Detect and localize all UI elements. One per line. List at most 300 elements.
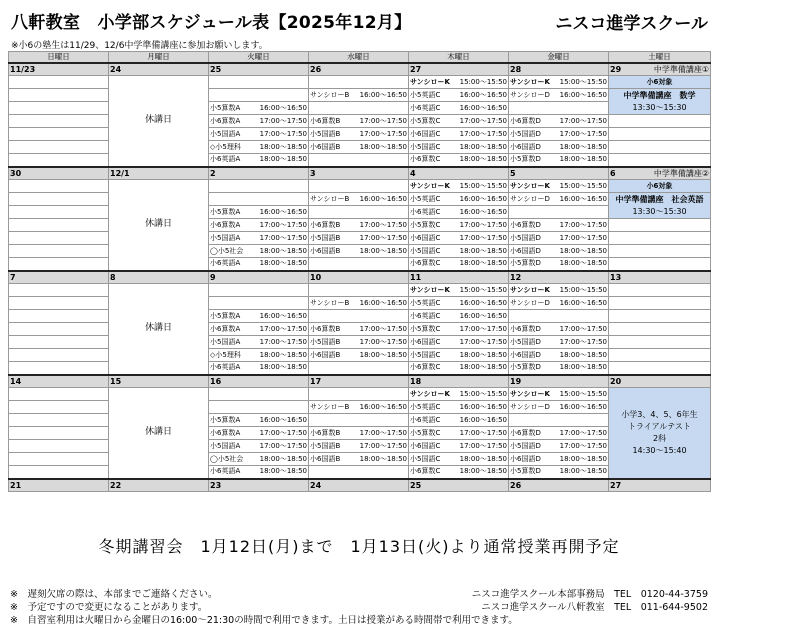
date-cell: 21 (9, 479, 109, 492)
lesson-time: 18:00～18:50 (259, 246, 307, 255)
lesson-time: 16:00～16:50 (259, 207, 307, 216)
lesson-entry (410, 389, 507, 400)
sunday-cell (9, 427, 109, 440)
lesson-name: 小6算数C (410, 467, 441, 476)
lesson-time: 17:00～17:50 (559, 116, 607, 125)
tue-lesson-cell (209, 154, 309, 167)
saturday-test-event (609, 388, 711, 479)
lesson-entry (310, 454, 407, 465)
lesson-time: 17:00～17:50 (359, 324, 407, 333)
date-cell: 25 (409, 479, 509, 492)
lesson-time: 16:00～16:50 (259, 415, 307, 424)
lesson-time: 17:00～17:50 (259, 337, 307, 346)
saturday-cell (609, 154, 711, 167)
fri-lesson-cell (509, 453, 609, 466)
lesson-entry (410, 324, 507, 335)
lesson-entry (410, 466, 507, 477)
lesson-entry (310, 246, 407, 257)
lesson-entry (210, 246, 307, 257)
lesson-entry (310, 90, 407, 101)
thu-lesson-cell (409, 180, 509, 193)
sunday-cell (9, 245, 109, 258)
sunday-cell (9, 466, 109, 479)
lesson-time: 17:00～17:50 (259, 220, 307, 229)
lesson-name: 小5算数D (510, 467, 541, 476)
fri-lesson-cell (509, 466, 609, 479)
lesson-entry (210, 454, 307, 465)
lesson-time: 17:00～17:50 (459, 116, 507, 125)
lesson-entry (510, 454, 607, 465)
saturday-event-detail (609, 89, 711, 115)
lesson-entry (510, 298, 607, 309)
lesson-name: 小6算数B (310, 324, 341, 333)
lesson-time: 18:00～18:50 (559, 363, 607, 372)
weekday-header: 水曜日 (309, 52, 409, 63)
wed-lesson-cell (309, 258, 409, 271)
saturday-cell (609, 258, 711, 271)
fri-lesson-cell (509, 362, 609, 375)
lesson-entry (210, 220, 307, 231)
weekday-header: 日曜日 (9, 52, 109, 63)
lesson-time: 18:00～18:50 (359, 142, 407, 151)
lesson-name: ◯小5社会 (210, 454, 244, 463)
lesson-name: 小5算数C (410, 428, 441, 437)
lesson-time: 18:00～18:50 (359, 350, 407, 359)
wed-lesson-cell (309, 362, 409, 375)
fri-lesson-cell (509, 76, 609, 89)
footer-note-study-room: ※ 自習室利用は火曜日から金曜日の16:00～21:30の時間で利用できます。土日は授業がある時間帯で利用できます。 (10, 615, 518, 626)
lesson-time: 17:00～17:50 (359, 428, 407, 437)
sunday-cell (9, 323, 109, 336)
date-cell: 12 (509, 271, 609, 284)
lesson-name: ◯小5社会 (210, 246, 244, 255)
lesson-name: 小5算数C (410, 220, 441, 229)
wed-lesson-cell (309, 154, 409, 167)
sunday-cell (9, 310, 109, 323)
lesson-entry (410, 77, 507, 88)
sunday-cell (9, 89, 109, 102)
lesson-entry (510, 402, 607, 413)
tue-lesson-cell (209, 349, 309, 362)
test-event-line: 小学3、4、5、6年生 (621, 409, 698, 419)
tue-lesson-cell (209, 401, 309, 414)
date-row (9, 479, 711, 492)
sunday-cell (9, 453, 109, 466)
thu-lesson-cell (409, 414, 509, 427)
fri-lesson-cell (509, 336, 609, 349)
tue-lesson-cell (209, 427, 309, 440)
lesson-entry (210, 233, 307, 244)
date-cell: 28 (509, 63, 609, 76)
date-cell (609, 63, 711, 76)
wed-lesson-cell (309, 89, 409, 102)
fri-lesson-cell (509, 232, 609, 245)
thu-lesson-cell (409, 232, 509, 245)
sunday-cell (9, 362, 109, 375)
saturday-note: 中学準備講座① (653, 64, 709, 74)
tue-lesson-cell (209, 310, 309, 323)
lesson-time: 17:00～17:50 (359, 220, 407, 229)
date-row (9, 375, 711, 388)
saturday-event-title: 小6対象 (609, 180, 711, 193)
fri-lesson-cell (509, 180, 609, 193)
lesson-entry (210, 324, 307, 335)
sunday-cell (9, 297, 109, 310)
sunday-cell (9, 206, 109, 219)
lesson-time: 15:00～15:50 (459, 77, 507, 86)
thu-lesson-cell (409, 245, 509, 258)
lesson-time: 17:00～17:50 (259, 441, 307, 450)
lesson-time: 17:00～17:50 (559, 337, 607, 346)
date-cell: 24 (309, 479, 409, 492)
lesson-time: 17:00～17:50 (359, 441, 407, 450)
tue-lesson-cell (209, 232, 309, 245)
date-cell (609, 375, 711, 388)
lesson-name: サンシローK (410, 181, 450, 190)
footer-row (10, 614, 708, 627)
date-row (9, 63, 711, 76)
wed-lesson-cell (309, 128, 409, 141)
lesson-name: 小5国語D (510, 129, 541, 138)
thu-lesson-cell (409, 193, 509, 206)
thu-lesson-cell (409, 388, 509, 401)
sunday-cell (9, 193, 109, 206)
lesson-time: 17:00～17:50 (359, 233, 407, 242)
wed-lesson-cell (309, 414, 409, 427)
lesson-entry (410, 350, 507, 361)
fri-lesson-cell (509, 128, 609, 141)
saturday-event-title: 小6対象 (609, 76, 711, 89)
lesson-name: サンシローK (510, 389, 550, 398)
lesson-entry (410, 311, 507, 322)
lesson-name: 小5国語C (410, 246, 441, 255)
fri-lesson-cell (509, 440, 609, 453)
lesson-time: 18:00～18:50 (259, 155, 307, 164)
sunday-cell (9, 401, 109, 414)
sat-date-wrap (610, 272, 709, 283)
thu-lesson-cell (409, 401, 509, 414)
wed-lesson-cell (309, 76, 409, 89)
date-cell: 30 (9, 167, 109, 180)
sunday-cell (9, 128, 109, 141)
tue-lesson-cell (209, 76, 309, 89)
saturday-note: 中学準備講座② (653, 168, 709, 178)
lesson-entry (310, 350, 407, 361)
tue-lesson-cell (209, 297, 309, 310)
lesson-time: 18:00～18:50 (559, 142, 607, 151)
lesson-entry (310, 298, 407, 309)
lesson-name: 小5国語B (310, 337, 341, 346)
lesson-name: 小6算数A (210, 220, 241, 229)
lesson-entry (510, 90, 607, 101)
fri-lesson-cell (509, 219, 609, 232)
wed-lesson-cell (309, 141, 409, 154)
footer-contact-branch: ニスコ進学スクール八軒教室 TEL 011-644-9502 (481, 602, 708, 613)
lesson-entry (310, 441, 407, 452)
closed-label: 休講日 (144, 323, 172, 334)
lesson-name: サンシローK (510, 77, 550, 86)
sunday-cell (9, 76, 109, 89)
lesson-time: 17:00～17:50 (359, 337, 407, 346)
lesson-entry (410, 207, 507, 218)
lesson-time: 15:00～15:50 (559, 181, 607, 190)
lesson-entry (210, 103, 307, 114)
lesson-name: 小6英語A (210, 467, 241, 476)
saturday-event-detail (609, 193, 711, 219)
lesson-name: 小6英語C (410, 311, 441, 320)
lesson-time: 17:00～17:50 (559, 233, 607, 242)
date-cell: 7 (9, 271, 109, 284)
tue-lesson-cell (209, 323, 309, 336)
sunday-cell (9, 414, 109, 427)
saturday-cell (609, 310, 711, 323)
sunday-cell (9, 349, 109, 362)
lesson-time: 17:00～17:50 (259, 324, 307, 333)
lesson-entry (310, 129, 407, 140)
tue-lesson-cell (209, 414, 309, 427)
lesson-name: 小6算数C (410, 155, 441, 164)
lesson-entry (410, 103, 507, 114)
lesson-time: 17:00～17:50 (359, 116, 407, 125)
lesson-name: 小5英語C (410, 298, 441, 307)
lesson-name: 小6算数C (410, 363, 441, 372)
saturday-cell (609, 128, 711, 141)
weekday-header-row (9, 52, 711, 63)
date-cell: 9 (209, 271, 309, 284)
lesson-name: 小5算数C (410, 116, 441, 125)
lesson-entry (510, 350, 607, 361)
fri-lesson-cell (509, 427, 609, 440)
lesson-entry (510, 116, 607, 127)
fri-lesson-cell (509, 323, 609, 336)
lesson-time: 18:00～18:50 (259, 454, 307, 463)
date-cell: 2 (209, 167, 309, 180)
lesson-time: 17:00～17:50 (259, 116, 307, 125)
sunday-cell (9, 219, 109, 232)
lesson-time: 18:00～18:50 (459, 350, 507, 359)
lesson-entry (510, 77, 607, 88)
lesson-name: 小6国語C (410, 441, 441, 450)
lesson-row (9, 388, 711, 401)
event-time: 13:30～15:30 (632, 206, 687, 216)
sunday-cell (9, 115, 109, 128)
lesson-entry (210, 311, 307, 322)
lesson-name: 小5国語C (410, 350, 441, 359)
wed-lesson-cell (309, 245, 409, 258)
date-row (9, 271, 711, 284)
lesson-time: 17:00～17:50 (559, 324, 607, 333)
lesson-name: サンシローD (510, 402, 550, 411)
wed-lesson-cell (309, 180, 409, 193)
thu-lesson-cell (409, 76, 509, 89)
lesson-entry (310, 233, 407, 244)
date-cell: 19 (509, 375, 609, 388)
lesson-entry (510, 285, 607, 296)
lesson-entry (410, 233, 507, 244)
date-number: 29 (610, 64, 622, 74)
tue-lesson-cell (209, 388, 309, 401)
thu-lesson-cell (409, 128, 509, 141)
lesson-name: 小6算数A (210, 116, 241, 125)
lesson-time: 16:00～16:50 (459, 402, 507, 411)
monday-closed-cell (109, 180, 209, 271)
lesson-entry (510, 466, 607, 477)
footer-row (10, 588, 708, 601)
lesson-time: 15:00～15:50 (459, 389, 507, 398)
fri-lesson-cell (509, 297, 609, 310)
wed-lesson-cell (309, 440, 409, 453)
lesson-entry (310, 220, 407, 231)
lesson-name: サンシローK (510, 285, 550, 294)
lesson-entry (510, 389, 607, 400)
lesson-entry (410, 285, 507, 296)
lesson-name: 小6国語C (410, 129, 441, 138)
lesson-time: 18:00～18:50 (259, 142, 307, 151)
tue-lesson-cell (209, 141, 309, 154)
lesson-entry (310, 428, 407, 439)
thu-lesson-cell (409, 453, 509, 466)
lesson-name: ◇小5理科 (210, 142, 241, 151)
saturday-cell (609, 115, 711, 128)
lesson-time: 18:00～18:50 (459, 142, 507, 151)
lesson-time: 18:00～18:50 (459, 454, 507, 463)
lesson-entry (410, 246, 507, 257)
fri-lesson-cell (509, 154, 609, 167)
sat-date-wrap (610, 168, 709, 179)
lesson-name: 小6英語C (410, 103, 441, 112)
thu-lesson-cell (409, 297, 509, 310)
lesson-name: 小5国語A (210, 129, 241, 138)
fri-lesson-cell (509, 206, 609, 219)
lesson-entry (410, 454, 507, 465)
lesson-time: 17:00～17:50 (559, 428, 607, 437)
saturday-cell (609, 232, 711, 245)
lesson-name: 小6国語B (310, 246, 341, 255)
date-cell: 12/1 (109, 167, 209, 180)
lesson-name: 小6英語A (210, 259, 241, 268)
tue-lesson-cell (209, 453, 309, 466)
sunday-cell (9, 154, 109, 167)
tue-lesson-cell (209, 193, 309, 206)
test-event-line: 2科 (652, 433, 667, 443)
lesson-entry (210, 129, 307, 140)
saturday-cell (609, 219, 711, 232)
lesson-name: サンシローK (410, 285, 450, 294)
lesson-time: 16:00～16:50 (359, 194, 407, 203)
date-cell: 26 (509, 479, 609, 492)
lesson-entry (410, 129, 507, 140)
lesson-time: 17:00～17:50 (259, 129, 307, 138)
lesson-entry (410, 258, 507, 269)
tue-lesson-cell (209, 102, 309, 115)
date-cell: 14 (9, 375, 109, 388)
lesson-entry (410, 298, 507, 309)
tue-lesson-cell (209, 466, 309, 479)
date-cell: 16 (209, 375, 309, 388)
fri-lesson-cell (509, 141, 609, 154)
fri-lesson-cell (509, 310, 609, 323)
date-row (9, 167, 711, 180)
lesson-name: 小6算数B (310, 116, 341, 125)
lesson-time: 18:00～18:50 (559, 350, 607, 359)
weekday-header: 月曜日 (109, 52, 209, 63)
fri-lesson-cell (509, 258, 609, 271)
lesson-time: 16:00～16:50 (459, 207, 507, 216)
fri-lesson-cell (509, 245, 609, 258)
lesson-time: 17:00～17:50 (459, 441, 507, 450)
lesson-entry (310, 324, 407, 335)
lesson-time: 16:00～16:50 (559, 194, 607, 203)
thu-lesson-cell (409, 336, 509, 349)
lesson-time: 18:00～18:50 (459, 155, 507, 164)
schedule-calendar (8, 51, 711, 492)
lesson-name: 小5国語D (510, 337, 541, 346)
thu-lesson-cell (409, 362, 509, 375)
sunday-cell (9, 232, 109, 245)
lesson-name: サンシローK (410, 389, 450, 398)
lesson-entry (210, 116, 307, 127)
saturday-cell (609, 336, 711, 349)
weekday-header: 土曜日 (609, 52, 711, 63)
lesson-name: 小6国語B (310, 454, 341, 463)
lesson-name: 小6英語A (210, 363, 241, 372)
lesson-name: 小6国語D (510, 350, 541, 359)
lesson-entry (310, 337, 407, 348)
lesson-time: 18:00～18:50 (259, 259, 307, 268)
footer-contact-hq: ニスコ進学スクール本部事務局 TEL 0120-44-3759 (471, 589, 708, 600)
date-cell: 11 (409, 271, 509, 284)
lesson-name: サンシローD (510, 194, 550, 203)
lesson-name: 小5国語D (510, 441, 541, 450)
weekday-header: 木曜日 (409, 52, 509, 63)
lesson-name: 小5国語A (210, 441, 241, 450)
lesson-time: 17:00～17:50 (459, 337, 507, 346)
lesson-entry (410, 428, 507, 439)
sunday-cell (9, 440, 109, 453)
wed-lesson-cell (309, 310, 409, 323)
lesson-entry (510, 220, 607, 231)
lesson-name: 小5英語C (410, 402, 441, 411)
lesson-name: 小5算数A (210, 103, 241, 112)
date-cell: 25 (209, 63, 309, 76)
lesson-time: 18:00～18:50 (459, 363, 507, 372)
lesson-name: 小6算数C (410, 259, 441, 268)
tue-lesson-cell (209, 245, 309, 258)
thu-lesson-cell (409, 427, 509, 440)
weekday-header: 火曜日 (209, 52, 309, 63)
lesson-name: 小6算数D (510, 220, 541, 229)
lesson-name: 小5国語B (310, 441, 341, 450)
lesson-time: 15:00～15:50 (459, 181, 507, 190)
wed-lesson-cell (309, 115, 409, 128)
lesson-time: 15:00～15:50 (559, 285, 607, 294)
wed-lesson-cell (309, 323, 409, 336)
lesson-name: 小5算数D (510, 155, 541, 164)
lesson-time: 18:00～18:50 (559, 454, 607, 463)
saturday-cell (609, 141, 711, 154)
thu-lesson-cell (409, 284, 509, 297)
lesson-entry (510, 154, 607, 165)
wed-lesson-cell (309, 453, 409, 466)
thu-lesson-cell (409, 323, 509, 336)
saturday-cell (609, 297, 711, 310)
thu-lesson-cell (409, 206, 509, 219)
lesson-entry (410, 362, 507, 373)
lesson-entry (510, 233, 607, 244)
wed-lesson-cell (309, 102, 409, 115)
date-cell: 26 (309, 63, 409, 76)
lesson-name: 小6国語B (310, 142, 341, 151)
